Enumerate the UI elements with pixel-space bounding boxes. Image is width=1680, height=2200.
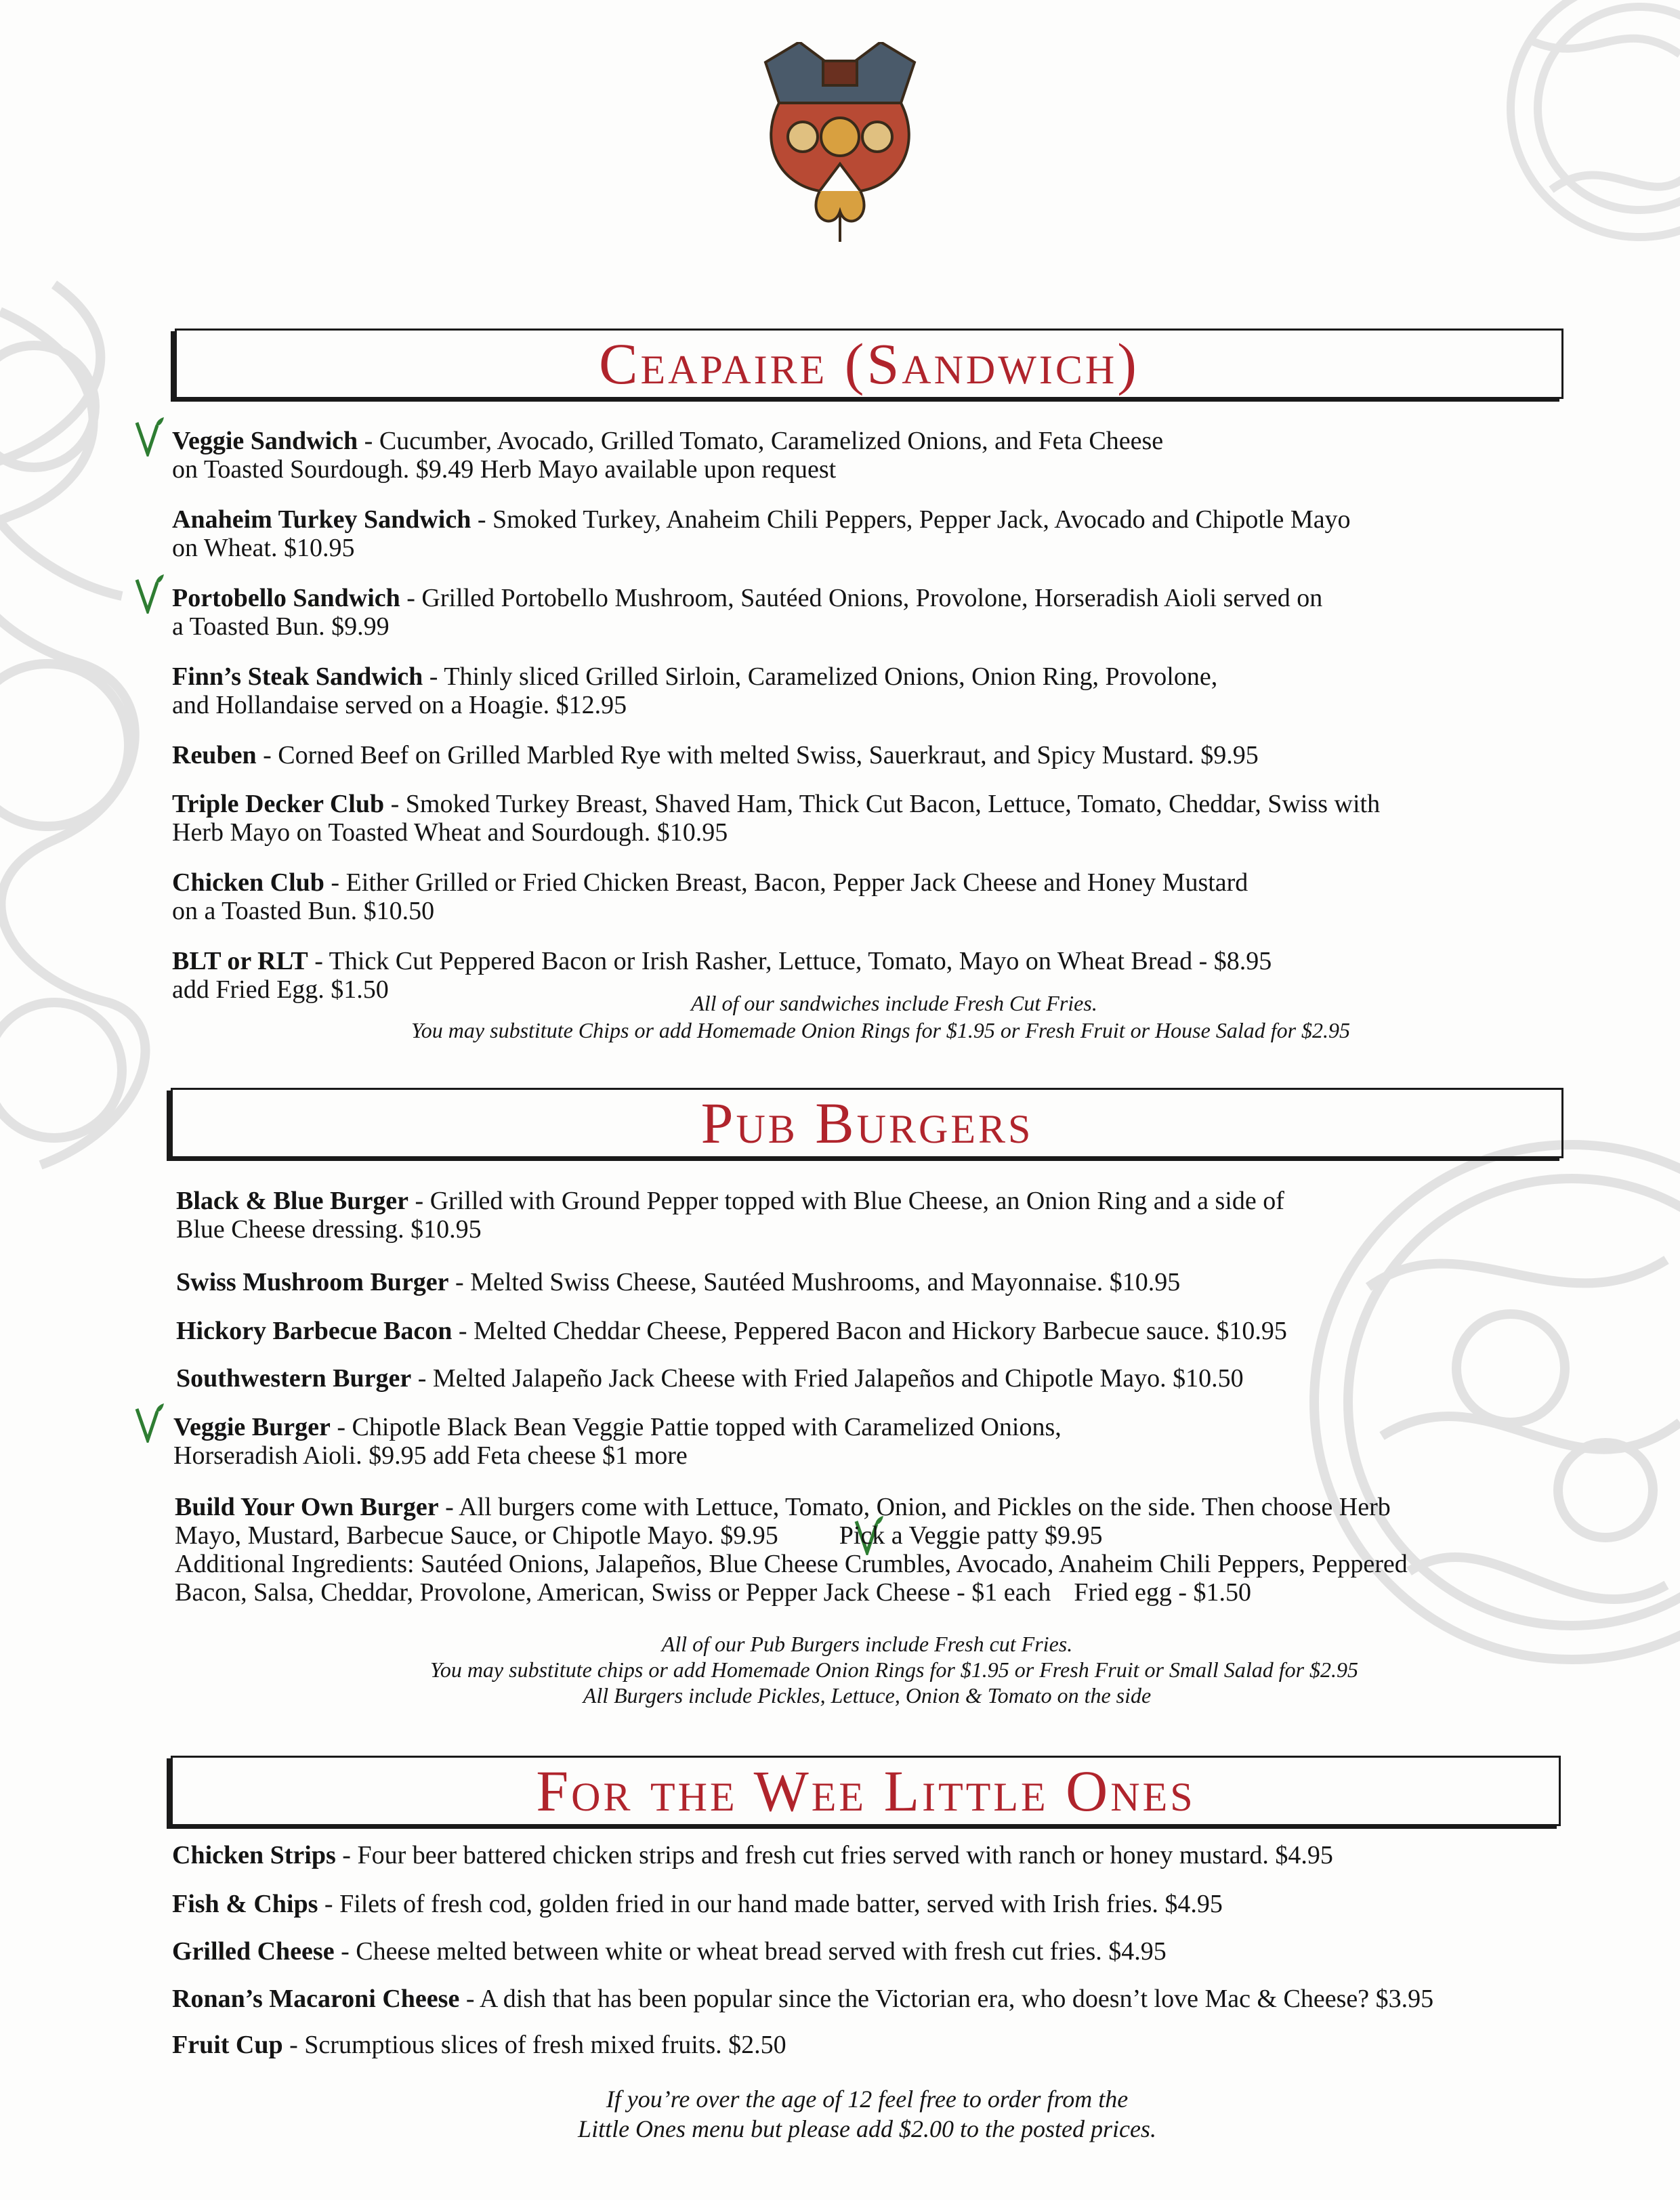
section-note: You may substitute chips or add Homemade Onion Rings for $1.95 or Fresh Fruit or Small Salad for $2.95 — [429, 1657, 1359, 1682]
item-description: on Toasted Sourdough. $9.49 Herb Mayo available upon request — [172, 455, 837, 484]
item-description: a Toasted Bun. $9.99 — [172, 612, 390, 641]
section-note: If you’re over the age of 12 feel free to order from the — [606, 2086, 1129, 2113]
kids-section-header — [171, 1756, 1561, 1826]
item-description: Filets of fresh cod, golden fried in our hand made batter, served with Irish fries. $4.95 — [339, 1890, 1223, 1918]
section-note: You may substitute Chips or add Homemade Onion Rings for $1.95 or Fresh Fruit or House Salad for $2.95 — [411, 1018, 1351, 1042]
item-description: Four beer battered chicken strips and fresh cut fries served with ranch or honey mustard. $4.95 — [357, 1841, 1333, 1869]
item-description: on a Toasted Bun. $10.50 — [172, 897, 435, 925]
item-name: Finn’s Steak Sandwich — [172, 662, 423, 691]
item-description: Additional Ingredients: Sautéed Onions, Jalapeños, Blue Cheese Crumbles, Avocado, Anaheim Chili Peppers, Peppered — [175, 1550, 1408, 1578]
menu-item-build-your-own: Build Your Own Burger - All burgers come with Lettuce, Tomato, Onion, and Pickles on the side. Then choose Herb Mayo, Mustard, Barbecue Sauce, or Chipotle Mayo. $9.95 Pick a Veggie patty $9.95 Additional Ingredients: Sautéed Onions, Jalapeños, Blue Cheese Crumbles, Avocado, Anaheim Chili Peppers, Peppered Bacon, Salsa, Cheddar, Provolone, American, Swiss or Pepper Jack Cheese - $1 each Fried egg - $1.50 — [175, 1493, 1408, 1607]
item-name: Black & Blue Burger — [176, 1187, 409, 1215]
menu-item-fruit-cup: Fruit Cup - Scrumptious slices of fresh mixed fruits. $2.50 — [172, 2031, 786, 2059]
item-name: BLT or RLT — [172, 947, 308, 975]
item-name: Southwestern Burger — [176, 1364, 412, 1393]
sandwich-section-header — [175, 329, 1563, 399]
item-name: Triple Decker Club — [172, 790, 385, 818]
menu-item-anaheim-turkey: Anaheim Turkey Sandwich - Smoked Turkey, Anaheim Chili Peppers, Pepper Jack, Avocado and Chipotle Mayo on Wheat. $10.95 — [172, 505, 1351, 562]
item-description: A dish that has been popular since the Victorian era, who doesn’t love Mac & Cheese? $3.95 — [479, 1985, 1434, 2013]
item-name: Reuben — [172, 741, 257, 769]
menu-item-veggie-sandwich: Veggie Sandwich - Cucumber, Avocado, Grilled Tomato, Caramelized Onions, and Feta Cheese on Toasted Sourdough. $9.49 Herb Mayo available upon request — [172, 427, 1164, 484]
item-name: Fish & Chips — [172, 1890, 318, 1918]
item-description: Horseradish Aioli. $9.95 add Feta cheese $1 more — [173, 1441, 688, 1470]
item-name: Anaheim Turkey Sandwich — [172, 505, 471, 534]
item-name: Portobello Sandwich — [172, 584, 400, 612]
section-note: Little Ones menu but please add $2.00 to the posted prices. — [578, 2115, 1156, 2142]
item-description: Smoked Turkey Breast, Shaved Ham, Thick Cut Bacon, Lettuce, Tomato, Cheddar, Swiss with — [405, 790, 1381, 818]
burgers-section-header — [171, 1088, 1563, 1158]
item-description: on Wheat. $10.95 — [172, 534, 355, 562]
item-name: Grilled Cheese — [172, 1937, 335, 1966]
menu-item-grilled-cheese: Grilled Cheese - Cheese melted between white or wheat bread served with fresh cut fries. $4.95 — [172, 1937, 1167, 1966]
item-name: Chicken Strips — [172, 1841, 336, 1869]
item-description: All burgers come with Lettuce, Tomato, Onion, and Pickles on the side. Then choose Herb — [459, 1493, 1391, 1521]
item-name: Hickory Barbecue Bacon — [176, 1317, 453, 1345]
section-note: All Burgers include Pickles, Lettuce, Onion & Tomato on the side — [583, 1683, 1152, 1708]
veggie-patty-option: Pick a Veggie patty $9.95 — [839, 1521, 1103, 1550]
menu-item-chicken-strips: Chicken Strips - Four beer battered chicken strips and fresh cut fries served with ranch or honey mustard. $4.95 — [172, 1841, 1333, 1869]
veggie-leaf-icon — [133, 573, 165, 614]
item-name: Fruit Cup — [172, 2031, 283, 2059]
item-description: Corned Beef on Grilled Marbled Rye with melted Swiss, Sauerkraut, and Spicy Mustard. $9.95 — [278, 741, 1259, 769]
section-note: All of our Pub Burgers include Fresh cut Fries. — [661, 1632, 1073, 1656]
menu-item-reuben: Reuben - Corned Beef on Grilled Marbled Rye with melted Swiss, Sauerkraut, and Spicy Mustard. $9.95 — [172, 741, 1259, 769]
menu-item-portobello: Portobello Sandwich - Grilled Portobello Mushroom, Sautéed Onions, Provolone, Horseradish Aioli served on a Toasted Bun. $9.99 — [172, 584, 1323, 641]
menu-item-hickory-bbq: Hickory Barbecue Bacon - Melted Cheddar Cheese, Peppered Bacon and Hickory Barbecue sauce. $10.95 — [176, 1317, 1287, 1345]
item-description: Either Grilled or Fried Chicken Breast, Bacon, Pepper Jack Cheese and Honey Mustard — [345, 868, 1248, 897]
menu-item-triple-decker: Triple Decker Club - Smoked Turkey Breast, Shaved Ham, Thick Cut Bacon, Lettuce, Tomato, Cheddar, Swiss with Herb Mayo on Toasted Wheat and Sourdough. $10.95 — [172, 790, 1381, 847]
item-description: Grilled Portobello Mushroom, Sautéed Onions, Provolone, Horseradish Aioli served on — [421, 584, 1323, 612]
item-name: Chicken Club — [172, 868, 324, 897]
section-title: Pub Burgers — [700, 1091, 1034, 1156]
item-description: Melted Swiss Cheese, Sautéed Mushrooms, and Mayonnaise. $10.95 — [470, 1268, 1181, 1296]
item-description: Blue Cheese dressing. $10.95 — [176, 1215, 482, 1244]
item-name: Swiss Mushroom Burger — [176, 1268, 449, 1296]
veggie-leaf-icon — [133, 1402, 165, 1443]
veggie-leaf-icon — [133, 416, 165, 457]
item-description: Thick Cut Peppered Bacon or Irish Rasher, Lettuce, Tomato, Mayo on Wheat Bread - $8.95 — [329, 947, 1272, 975]
menu-item-finns-steak: Finn’s Steak Sandwich - Thinly sliced Grilled Sirloin, Caramelized Onions, Onion Ring, Provolone, and Hollandaise served on a Hoagie. $12.95 — [172, 662, 1218, 719]
item-description: Grilled with Ground Pepper topped with Blue Cheese, an Onion Ring and a side of — [429, 1187, 1284, 1215]
item-name: Veggie Sandwich — [172, 427, 358, 455]
menu-item-southwestern: Southwestern Burger - Melted Jalapeño Jack Cheese with Fried Jalapeños and Chipotle Mayo. $10.50 — [176, 1364, 1244, 1393]
item-description: Scrumptious slices of fresh mixed fruits. $2.50 — [304, 2031, 786, 2059]
section-title: Ceapaire (Sandwich) — [599, 331, 1139, 396]
item-name: Ronan’s Macaroni Cheese — [172, 1985, 460, 2013]
item-description: Smoked Turkey, Anaheim Chili Peppers, Pepper Jack, Avocado and Chipotle Mayo — [492, 505, 1351, 534]
menu-item-veggie-burger: Veggie Burger - Chipotle Black Bean Veggie Pattie topped with Caramelized Onions, Horseradish Aioli. $9.95 add Feta cheese $1 more — [173, 1413, 1062, 1470]
item-description: Cucumber, Avocado, Grilled Tomato, Caramelized Onions, and Feta Cheese — [379, 427, 1164, 455]
menu-item-blt: BLT or RLT - Thick Cut Peppered Bacon or Irish Rasher, Lettuce, Tomato, Mayo on Wheat Bread - $8.95 add Fried Egg. $1.50 — [172, 947, 1272, 1004]
item-name: Build Your Own Burger — [175, 1493, 439, 1521]
menu-item-macaroni-cheese: Ronan’s Macaroni Cheese - A dish that has been popular since the Victorian era, who doesn’t love Mac & Cheese? $3.95 — [172, 1985, 1434, 2013]
item-description: Herb Mayo on Toasted Wheat and Sourdough. $10.95 — [172, 818, 728, 847]
item-description: Melted Cheddar Cheese, Peppered Bacon and Hickory Barbecue sauce. $10.95 — [474, 1317, 1287, 1345]
menu-item-swiss-mushroom: Swiss Mushroom Burger - Melted Swiss Cheese, Sautéed Mushrooms, and Mayonnaise. $10.95 — [176, 1268, 1181, 1296]
celtic-knotwork-top-right — [1416, 0, 1680, 271]
item-description: add Fried Egg. $1.50 — [172, 975, 389, 1004]
item-description: Mayo, Mustard, Barbecue Sauce, or Chipotle Mayo. $9.95 — [175, 1521, 778, 1550]
item-description: Bacon, Salsa, Cheddar, Provolone, American, Swiss or Pepper Jack Cheese - $1 each — [175, 1578, 1051, 1607]
menu-item-fish-chips: Fish & Chips - Filets of fresh cod, golden fried in our hand made batter, served with Irish fries. $4.95 — [172, 1890, 1223, 1918]
item-description: Thinly sliced Grilled Sirloin, Caramelized Onions, Onion Ring, Provolone, — [444, 662, 1218, 691]
section-note: All of our sandwiches include Fresh Cut Fries. — [691, 991, 1097, 1015]
celtic-knotwork-left — [0, 257, 176, 1192]
fried-egg-option: Fried egg - $1.50 — [1074, 1578, 1252, 1607]
item-description: Melted Jalapeño Jack Cheese with Fried Jalapeños and Chipotle Mayo. $10.50 — [432, 1364, 1244, 1393]
item-description: and Hollandaise served on a Hoagie. $12.95 — [172, 691, 627, 719]
item-description: Cheese melted between white or wheat bread served with fresh cut fries. $4.95 — [356, 1937, 1167, 1966]
menu-item-chicken-club: Chicken Club - Either Grilled or Fried Chicken Breast, Bacon, Pepper Jack Cheese and Honey Mustard on a Toasted Bun. $10.50 — [172, 868, 1248, 925]
item-name: Veggie Burger — [173, 1413, 331, 1441]
menu-item-black-blue-burger: Black & Blue Burger - Grilled with Ground Pepper topped with Blue Cheese, an Onion Ring and a side of Blue Cheese dressing. $10.95 — [176, 1187, 1284, 1244]
section-title: For the Wee Little Ones — [536, 1758, 1196, 1823]
celtic-crest-logo — [752, 42, 928, 245]
item-description: Chipotle Black Bean Veggie Pattie topped with Caramelized Onions, — [352, 1413, 1062, 1441]
